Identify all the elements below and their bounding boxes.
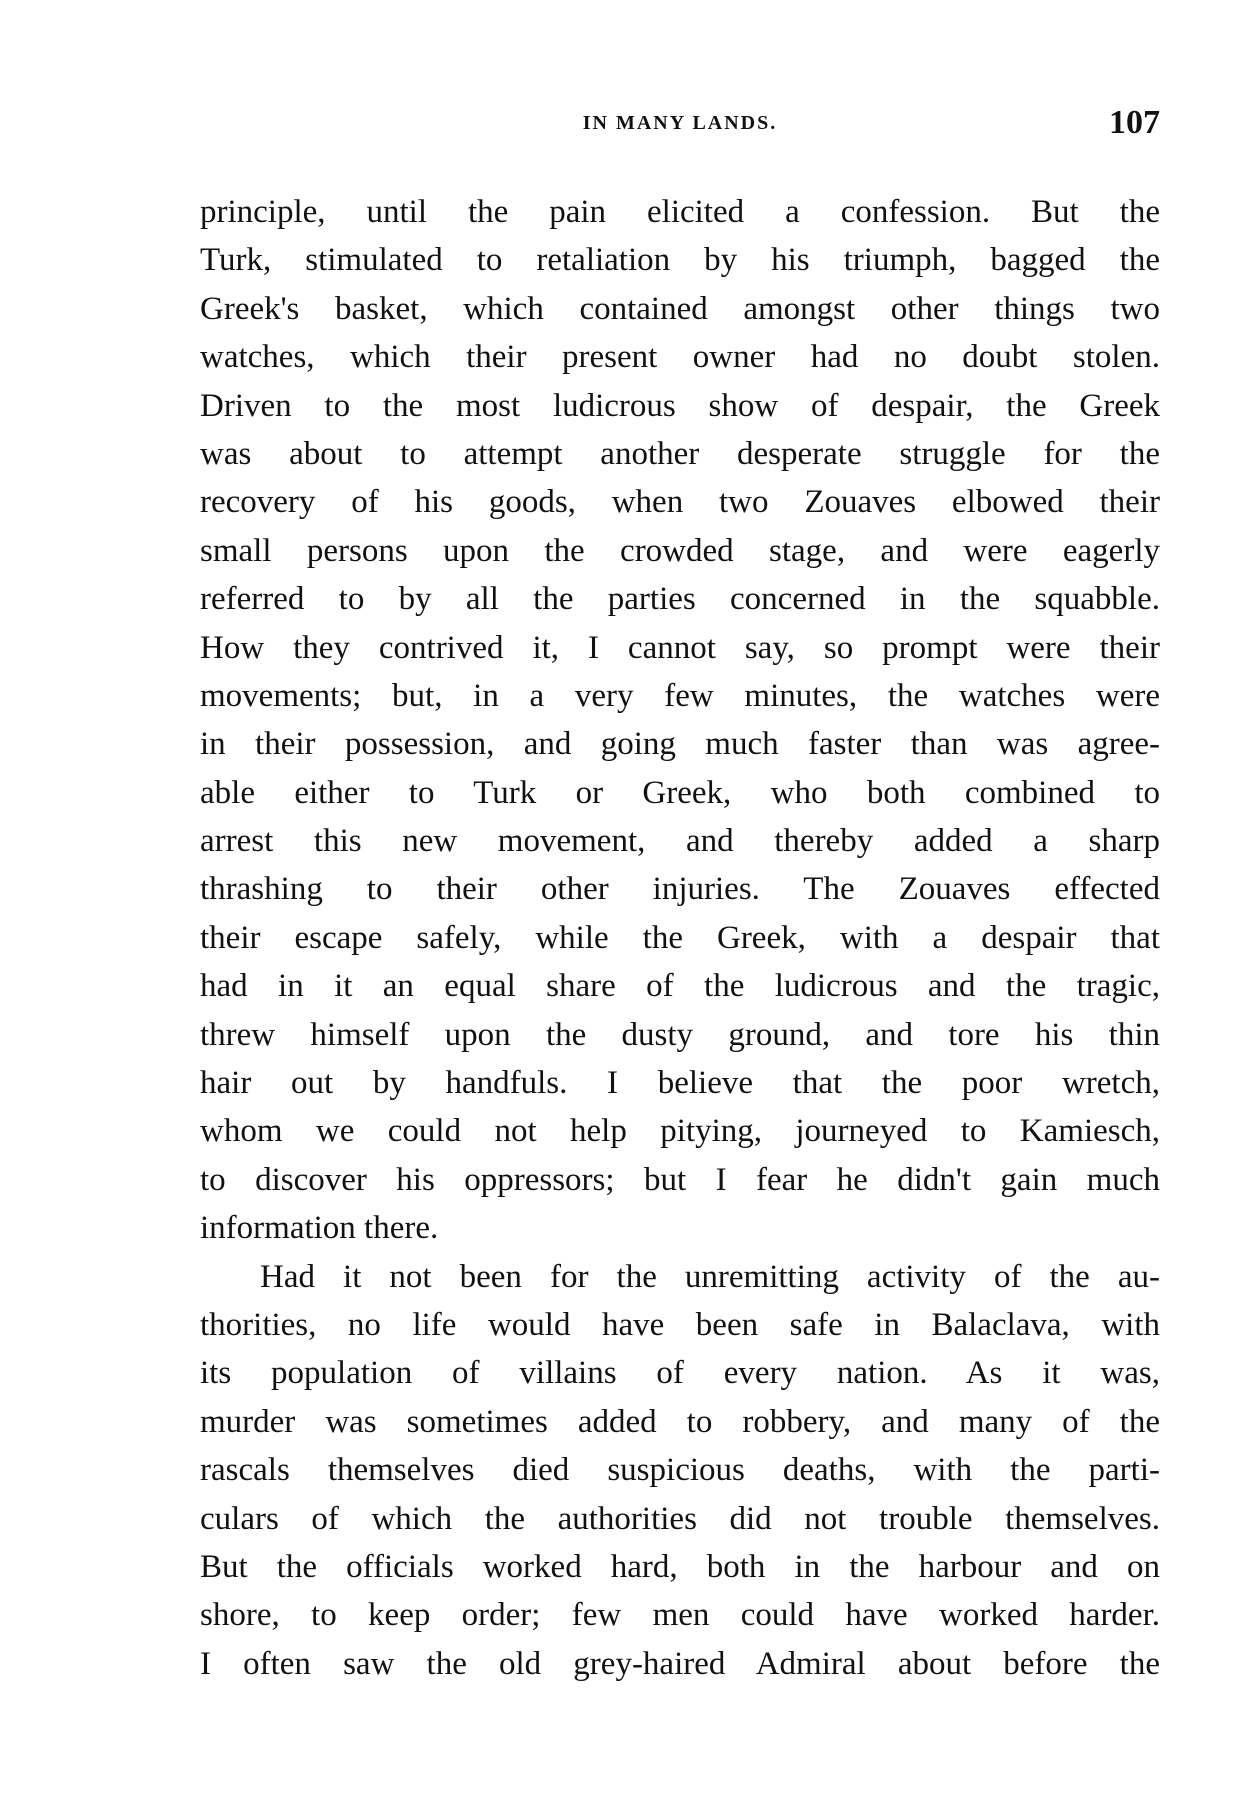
body-text xyxy=(200,188,1160,1688)
text-line: How they contrived it, I cannot say, so prompt were their xyxy=(200,629,1160,666)
text-line: I often saw the old grey-haired Admiral about before the xyxy=(200,1645,1160,1682)
text-line: their escape safely, while the Greek, with a despair that xyxy=(200,919,1160,956)
text-line: Turk, stimulated to retaliation by his triumph, bagged the xyxy=(200,242,1160,279)
text-line: culars of which the authorities did not trouble themselves. xyxy=(200,1500,1160,1537)
text-line: referred to by all the parties concerned in the squabble. xyxy=(200,581,1160,618)
text-line: threw himself upon the dusty ground, and tore his thin xyxy=(200,1016,1160,1053)
running-title: IN MANY LANDS. xyxy=(582,112,778,134)
text-line: information there. xyxy=(200,1210,439,1247)
text-line: watches, which their present owner had no doubt stolen. xyxy=(200,339,1160,376)
text-line: arrest this new movement, and thereby added a sharp xyxy=(200,823,1160,860)
text-line: But the officials worked hard, both in the harbour and on xyxy=(200,1548,1160,1585)
text-line: Greek's basket, which contained amongst other things two xyxy=(200,290,1160,327)
text-line: small persons upon the crowded stage, and were eagerly xyxy=(200,532,1160,569)
text-line: recovery of his goods, when two Zouaves elbowed their xyxy=(200,484,1160,521)
text-line: shore, to keep order; few men could have worked harder. xyxy=(200,1597,1160,1634)
page-number: 107 xyxy=(1109,104,1160,141)
text-line: its population of villains of every nation. As it was, xyxy=(200,1355,1160,1392)
text-line: murder was sometimes added to robbery, and many of the xyxy=(200,1403,1160,1440)
text-line: Had it not been for the unremitting activity of the au- xyxy=(260,1258,1160,1295)
text-line: to discover his oppressors; but I fear he didn't gain much xyxy=(200,1161,1160,1198)
text-line: rascals themselves died suspicious deaths, with the parti- xyxy=(200,1452,1160,1489)
text-line: thorities, no life would have been safe in Balaclava, with xyxy=(200,1306,1160,1343)
text-line: principle, until the pain elicited a confession. But the xyxy=(200,194,1160,230)
text-line: whom we could not help pitying, journeyed to Kamiesch, xyxy=(200,1113,1160,1150)
text-line: hair out by handfuls. I believe that the poor wretch, xyxy=(200,1065,1160,1102)
text-line: Driven to the most ludicrous show of despair, the Greek xyxy=(200,387,1160,424)
text-line: in their possession, and going much faster than was agree- xyxy=(200,726,1160,763)
text-line: able either to Turk or Greek, who both combined to xyxy=(200,774,1160,811)
text-line: thrashing to their other injuries. The Zouaves effected xyxy=(200,871,1160,908)
running-head xyxy=(200,104,1160,148)
text-line: had in it an equal share of the ludicrous and the tragic, xyxy=(200,968,1160,1005)
text-line: movements; but, in a very few minutes, the watches were xyxy=(200,677,1160,714)
text-line: was about to attempt another desperate struggle for the xyxy=(200,435,1160,472)
